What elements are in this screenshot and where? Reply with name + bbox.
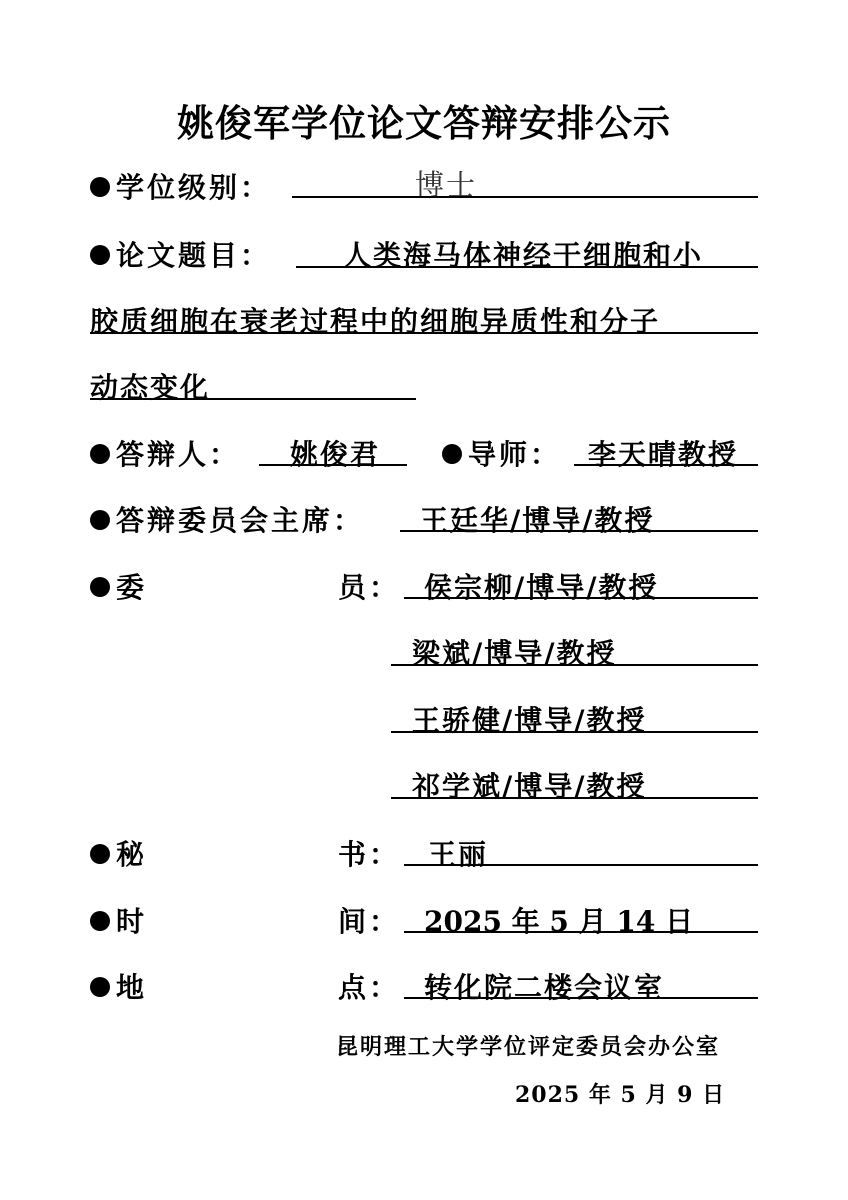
member-item: 王骄健/博导/教授 xyxy=(412,704,647,737)
place-label-a: 地 xyxy=(116,971,148,1004)
bullet-icon xyxy=(90,177,110,197)
secretary-row xyxy=(90,833,147,873)
time-underline xyxy=(404,931,758,933)
thesis-row xyxy=(90,234,271,274)
advisor-label: 导师： xyxy=(468,438,562,471)
thesis-line-2: 胶质细胞在衰老过程中的细胞异质性和分子 xyxy=(90,305,661,338)
degree-label: 学位级别： xyxy=(116,171,272,204)
bullet-icon xyxy=(90,245,110,265)
place-value: 转化院二楼会议室 xyxy=(424,971,665,1004)
advisor-row xyxy=(442,433,561,473)
chair-row xyxy=(90,499,364,539)
issuing-office: 昆明理工大学学位评定委员会办公室 xyxy=(336,1034,721,1060)
thesis-label: 论文题目： xyxy=(116,239,272,272)
defendant-row xyxy=(90,433,240,473)
members-row xyxy=(90,566,147,606)
members-label-b: 员： xyxy=(338,571,401,604)
place-row xyxy=(90,966,147,1006)
member-underline xyxy=(391,797,758,799)
bullet-icon xyxy=(90,577,110,597)
time-label-b: 间： xyxy=(338,905,401,938)
degree-underline xyxy=(292,196,758,198)
secretary-label-b: 书： xyxy=(338,838,401,871)
member-underline xyxy=(391,731,758,733)
members-label-a: 委 xyxy=(116,571,148,604)
member-underline xyxy=(404,597,758,599)
bullet-icon xyxy=(442,444,462,464)
degree-row xyxy=(90,166,271,206)
member-underline xyxy=(391,664,758,666)
thesis-underline-1 xyxy=(296,266,758,268)
chair-value: 王廷华/博导/教授 xyxy=(420,504,655,537)
bullet-icon xyxy=(90,510,110,530)
time-value: 2025 年 5 月 14 日 xyxy=(424,905,694,938)
secretary-label-a: 秘 xyxy=(116,838,148,871)
chair-label: 答辩委员会主席： xyxy=(116,504,365,537)
defendant-label: 答辩人： xyxy=(116,438,241,471)
place-label-b: 点： xyxy=(338,971,401,1004)
member-item: 梁斌/博导/教授 xyxy=(412,637,617,670)
thesis-underline-2 xyxy=(90,332,758,334)
advisor-value: 李天晴教授 xyxy=(588,438,739,471)
secretary-underline xyxy=(404,864,758,866)
time-row xyxy=(90,900,147,940)
bullet-icon xyxy=(90,844,110,864)
defendant-value: 姚俊君 xyxy=(290,438,381,471)
issue-date: 2025 年 5 月 9 日 xyxy=(515,1082,726,1108)
bullet-icon xyxy=(90,444,110,464)
chair-underline xyxy=(400,530,758,532)
place-underline xyxy=(404,997,758,999)
thesis-underline-3 xyxy=(90,398,416,400)
page-title: 姚俊军学位论文答辩安排公示 xyxy=(177,102,671,145)
bullet-icon xyxy=(90,911,110,931)
defendant-underline xyxy=(259,464,407,466)
advisor-underline xyxy=(574,464,758,466)
secretary-value: 王丽 xyxy=(428,838,489,871)
thesis-line-1: 人类海马体神经干细胞和小 xyxy=(343,239,704,272)
thesis-line-3: 动态变化 xyxy=(90,371,211,404)
time-label-a: 时 xyxy=(116,905,148,938)
member-item: 侯宗柳/博导/教授 xyxy=(424,571,659,604)
degree-value: 博士 xyxy=(415,168,478,202)
member-item: 祁学斌/博导/教授 xyxy=(412,770,647,803)
bullet-icon xyxy=(90,977,110,997)
